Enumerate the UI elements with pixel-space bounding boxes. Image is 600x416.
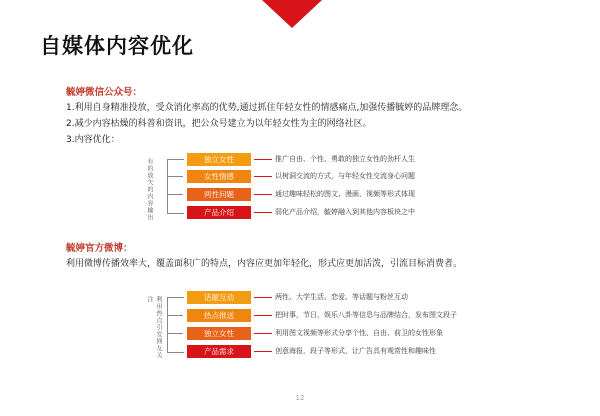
weibo-desc-topic-interaction: 两性、大学生活、恋爱、等话题与粉丝互动 <box>275 293 408 301</box>
page-title: 自媒体内容优化 <box>40 34 194 58</box>
weibo-bracket-tick <box>167 333 183 334</box>
weibo-tag-independent-women: 独立女性 <box>187 327 251 340</box>
wechat-line-1: 1.利用自身精准投放，受众消化率高的优势,通过抓住年轻女性的情感痛点,加强传播毓婷的品牌理念。 <box>66 103 468 113</box>
page-number: 12 <box>295 394 305 402</box>
wechat-line-2: 2.减少内容枯燥的科普和资讯，把公众号建立为以年轻女性为主的网络社区。 <box>66 119 372 129</box>
weibo-content-diagram <box>145 288 455 360</box>
wechat-desc-gender-issues: 通过趣味轻松的图文、漫画、视频等形式体现 <box>275 190 415 198</box>
weibo-bracket-tick <box>167 315 183 316</box>
weibo-connector <box>254 333 272 334</box>
wechat-tag-female-emotion: 女性情感 <box>187 170 251 183</box>
wechat-bracket-tick <box>167 194 183 195</box>
wechat-desc-independent-women: 推广自由、个性、勇敢的独立女性的劲杆人生 <box>275 155 415 163</box>
weibo-heading: 毓婷官方微博： <box>66 243 133 254</box>
weibo-desc-independent-women: 利用图文视频等形式分享个性、自由、前卫的女性形象 <box>275 329 443 337</box>
wechat-desc-female-emotion: 以树洞交流的方式，与年轻女性交流身心问题 <box>275 172 415 180</box>
wechat-tag-independent-women: 独立女性 <box>187 153 251 166</box>
wechat-connector <box>254 159 272 160</box>
wechat-desc-product-intro: 弱化产品介绍，毓婷融入到其他内容板块之中 <box>275 208 415 216</box>
wechat-bracket-tick <box>167 176 183 177</box>
weibo-tag-topic-interaction: 话题互动 <box>187 291 251 304</box>
weibo-connector <box>254 315 272 316</box>
weibo-tag-hot-push: 热点推送 <box>187 309 251 322</box>
weibo-desc-product-demand: 创意海报，段子等形式，让广告具有观赏性和趣味性 <box>275 347 436 355</box>
weibo-line-1: 利用微博传播效率大，覆盖面积广的特点，内容应更加年轻化，形式应更加活泼，引流目标消费者。 <box>66 259 463 269</box>
wechat-connector <box>254 194 272 195</box>
wechat-bracket <box>167 159 184 214</box>
wechat-content-diagram <box>145 150 455 222</box>
top-red-triangle-decoration <box>262 0 322 28</box>
weibo-side-label: 利用热点引发网友关注 <box>146 296 162 359</box>
wechat-tag-product-intro: 产品介绍 <box>187 206 251 219</box>
wechat-connector <box>254 212 272 213</box>
wechat-heading: 毓婷微信公众号： <box>66 87 143 98</box>
wechat-connector <box>254 176 272 177</box>
weibo-bracket <box>167 297 184 353</box>
weibo-tag-product-demand: 产品需求 <box>187 345 251 358</box>
wechat-tag-gender-issues: 两性问题 <box>187 188 251 201</box>
weibo-connector <box>254 351 272 352</box>
wechat-line-3: 3.内容优化： <box>66 135 120 145</box>
weibo-connector <box>254 297 272 298</box>
wechat-side-label: 有的放矢的内容输出 <box>146 158 153 221</box>
weibo-desc-hot-push: 把时事，节日、娱乐八卦等信息与品牌结合，发布图文段子 <box>275 311 457 319</box>
